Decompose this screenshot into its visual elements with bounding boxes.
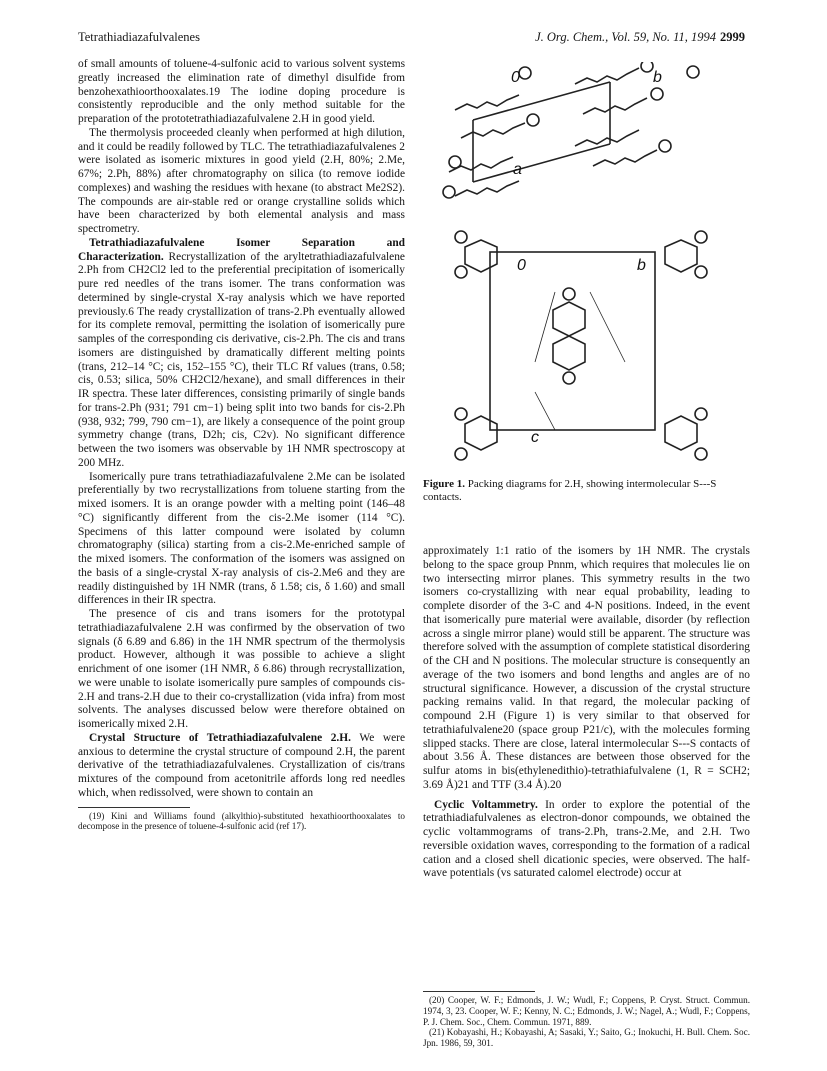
figure-caption-label: Figure 1.	[423, 478, 465, 490]
footnote: (19) Kini and Williams found (alkylthio)-substituted hexathioorthooxalates to decompose in the presence of toluene-4-sulfonic acid (ref 17).	[78, 810, 405, 832]
axis-label-o-top: 0	[511, 69, 520, 86]
paragraph: The presence of cis and trans isomers for the prototypal tetrathiadiazafulvalene 2.H was confirmed by the observation of two signals (δ 6.89 and 6.86) in the 1H NMR spectrum of the thermolysis product. However, although it was possible to achieve a slight enrichment of one isomer (1H NMR, δ 6.86) through recrystallization, we were unable to isolate isomerically pure samples of compounds cis-2.H and trans-2.H due to their co-crystallization (vida infra) from most solvents. The analyses discussed below were therefore obtained on isomerically mixed 2.H.	[78, 608, 405, 730]
footnote-rule	[78, 807, 190, 808]
paragraph-body: In order to explore the potential of the tetrathiadiafulvalenes as electron-donor compounds, we obtained the cyclic voltammograms of trans-2.Ph, trans-2.Me, and 2.H. Two reversible oxidation waves, corresponding to the formation of a radical cation and a closed shell dicationic species, were observed. The half-wave potentials (vs saturated calomel electrode) occur at	[423, 798, 750, 880]
paragraph	[423, 799, 750, 882]
reference-20: (20) Cooper, W. F.; Edmonds, J. W.; Wudl, F.; Coppens, P. Cryst. Struct. Commun. 1974, 3, 23. Cooper, W. F.; Kenny, N. C.; Edmonds, J. W.; Nagel, A.; Wudl, F.; Coppens, P. J. Chem. Soc., Chem. Commun. 1971, 889.	[423, 995, 750, 1027]
journal-citation: J. Org. Chem., Vol. 59, No. 11, 1994	[535, 30, 716, 44]
axis-label-a: a	[513, 161, 522, 178]
axis-label-b-top: b	[653, 69, 662, 86]
axis-label-o-bottom: 0	[517, 257, 526, 274]
paragraph: of small amounts of toluene-4-sulfonic acid to various solvent systems greatly increased the elimination rate of dimethyl disulfide from benzohexathioorthooxalates.19 The iodine doping procedure is consistently reproducible and the only method suitable for the preparation of the prototetrathiadiazafulvalene 2.H in good yield.	[78, 58, 405, 125]
figure-caption-text: Packing diagrams for 2.H, showing intermolecular S---S contacts.	[423, 478, 717, 503]
section-heading: Crystal Structure of Tetrathiadiazafulvalene 2.H.	[89, 731, 351, 744]
section-heading: Cyclic Voltammetry.	[434, 798, 538, 811]
paragraph: The thermolysis proceeded cleanly when performed at high dilution, and it could be readily followed by TLC. The tetrathiadiazafulvalenes 2 were isolated as isomeric mixtures in good yield (2.H, 80%; 2.Me, 67%; 2.Ph, 88%) after chromatography on silica (to remove iodide complexes) and washing the residues with hexane (to abstract Me2S2). The compounds are air-stable red or orange crystalline solids which have been characterized by both elemental analysis and mass spectrometry.	[78, 126, 405, 235]
journal-header	[535, 30, 745, 45]
paragraph: approximately 1:1 ratio of the isomers by 1H NMR. The crystals belong to the space group Pnnm, which requires that molecules lie on two intersecting mirror planes. This symmetry results in the two isomers co-crystallizing with near equal probability, leading to complete disorder of the 3-C and 4-N positions. Indeed, in the event that isomerically pure material were available, disorder (by reflection across a single mirror plane) would still be apparent. The structure was therefore solved with the assumption of complete statistical disordering of the CH and N positions. The molecular structure is consequently an average of the two isomers and bond lengths and angles are of no structural significance. However, a discussion of the crystal structure packing remains valid. In that regard, the molecular packing of compound 2.H (Figure 1) is very similar to that observed for tetrathiafulvalene20 (space group P21/c), with the molecules forming slipped stacks. There are close, lateral intermolecular S---S contacts of about 3.56 Å. These distances are between those observed for the sulfur atoms in bis(ethylenedithio)-tetrathiafulvalene (1, R = SCH2; 3.69 Å)21 and TTF (3.4 Å).20	[423, 545, 750, 791]
running-title: Tetrathiadiazafulvalenes	[78, 30, 200, 44]
paragraph-body: We were anxious to determine the crystal structure of compound 2.H, the parent derivative of the tetrathiadiazafulvalenes. Crystallization of cis/trans mixtures of the compound from acetonitrile affords long red needles which, when redissolved, were shown to contain an	[78, 731, 405, 799]
figure-caption	[423, 478, 750, 504]
bottom-projection	[455, 231, 707, 460]
section-heading: Tetrathiadiazafulvalene Isomer Separation and Characterization.	[78, 236, 405, 263]
reference-21: (21) Kobayashi, H.; Kobayashi, A; Sasaki, Y.; Saito, G.; Inokuchi, H. Bull. Chem. Soc. Jpn. 1986, 59, 301.	[423, 1027, 750, 1049]
page-number: 2999	[720, 30, 745, 44]
packing-diagram-figure	[425, 62, 745, 467]
axis-label-c: c	[531, 429, 539, 446]
paragraph	[78, 732, 405, 801]
footnote-rule	[423, 991, 535, 992]
reference-footnotes	[423, 985, 750, 1049]
paragraph	[78, 237, 405, 471]
paragraph: Isomerically pure trans tetrathiadiazafulvalene 2.Me can be isolated preferentially by two recrystallizations from toluene starting from the mixed isomers. It is an orange powder with a melting point (146–48 °C) significantly different from the cis-2.Me isomer (114 °C). Specimens of this latter compound were isolated by column chromatography (silica) starting from a cis-2.Me-enriched sample of the mixed isomers. The conformation of the isomers was assigned on the basis of a single-crystal X-ray analysis of cis-2.Me6 and they are readily distinguished by 1H NMR (trans, δ 1.58; cis, δ 1.60) and small differences in their IR spectra.	[78, 470, 405, 607]
paragraph-body: Recrystallization of the aryltetrathiadiazafulvalene 2.Ph from CH2Cl2 led to the preferential precipitation of isomerically pure red needles of the trans isomer. The trans conformation was determined by single-crystal X-ray analysis which we have reported previously.6 The ready crystallization of trans-2.Ph eventually allowed for its complete removal, permitting the isolation of isomerically pure samples of the corresponding cis derivative, cis-2.Ph. The cis and trans isomers are distinguished by dramatically different melting points (trans, 212–14 °C; cis, 152–155 °C), their TLC Rf values (trans, 0.58; cis, 0.53; silica, 50% CH2Cl2/hexane), and small differences in their IR spectra. These later differences, consisting primarily of single bands for trans-2.Ph (931; 791 cm−1) being split into two bands for cis-2.Ph (938, 932; 799, 790 cm−1), are likely a consequence of the point group symmetry change (trans, D2h; cis, C2v). No significant difference between the two isomers was observable by 1H NMR spectroscopy at 200 MHz.	[78, 250, 405, 469]
left-column	[78, 58, 405, 832]
right-column	[423, 545, 750, 881]
axis-label-b-bottom: b	[637, 257, 646, 274]
